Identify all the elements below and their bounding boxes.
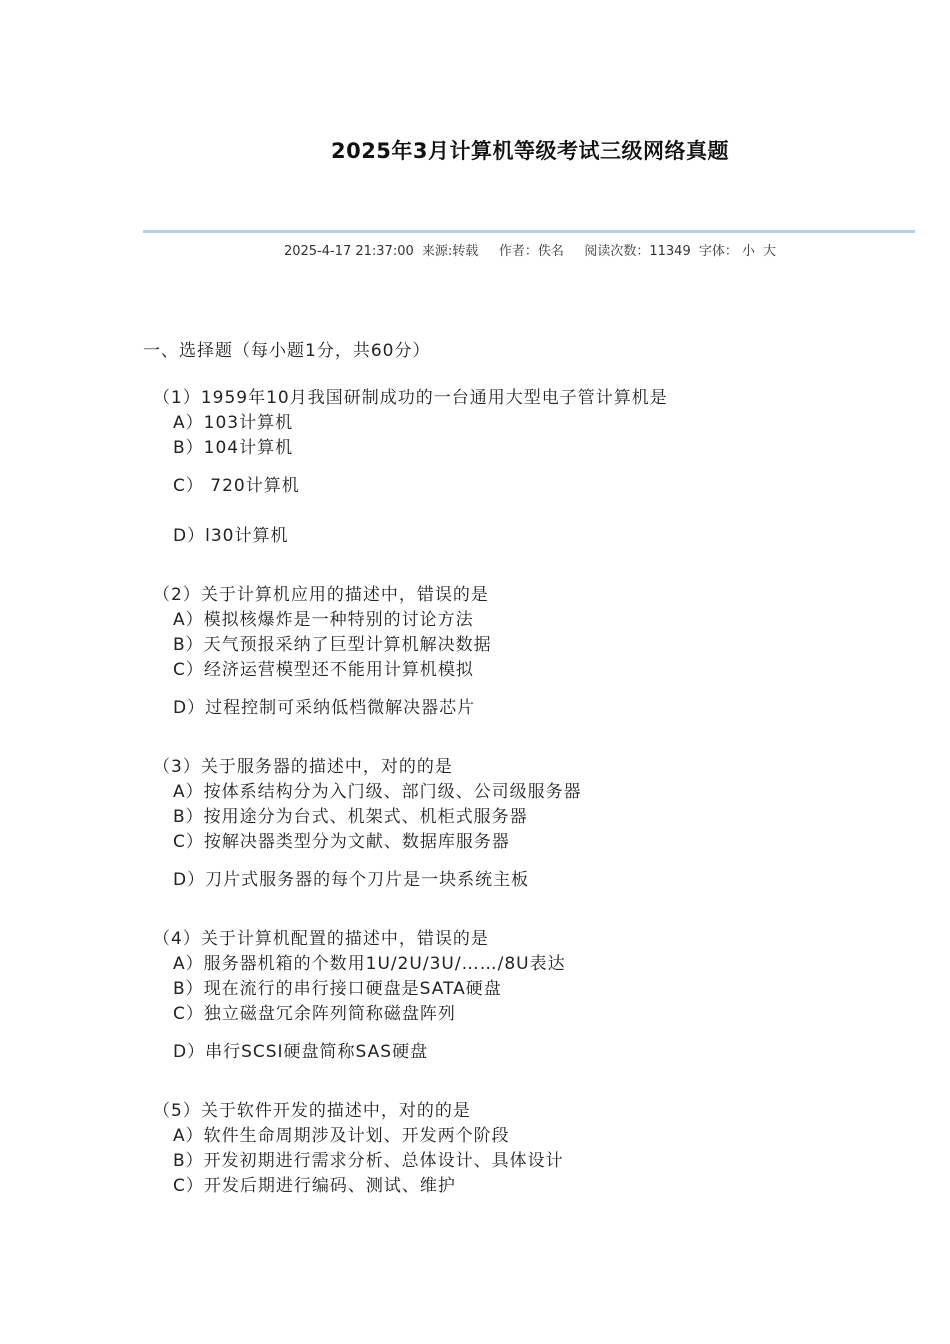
question-stem: （5）关于软件开发的描述中，对的的是 [153, 1101, 471, 1121]
question-option: C）经济运营模型还不能用计算机模拟 [173, 660, 474, 680]
font-large-link[interactable]: 大 [763, 244, 777, 259]
question-option: D）l30计算机 [173, 526, 289, 546]
article-meta [0, 240, 950, 259]
question-option: A）103计算机 [173, 413, 294, 433]
question-stem: （3）关于服务器的描述中，对的的是 [153, 757, 453, 777]
question-option: D）串行SCSI硬盘简称SAS硬盘 [173, 1042, 429, 1062]
question-option: D）刀片式服务器的每个刀片是一块系统主板 [173, 870, 530, 890]
font-small-link[interactable]: 小 [741, 244, 755, 259]
question-option: A）模拟核爆炸是一种特别的讨论方法 [173, 610, 474, 630]
question-option: A）按体系结构分为入门级、部门级、公司级服务器 [173, 782, 582, 802]
question-option: A）服务器机箱的个数用1U/2U/3U/……/8U表达 [173, 954, 566, 974]
question-option: B）104计算机 [173, 438, 294, 458]
page-title: 2025年3月计算机等级考试三级网络真题 [330, 139, 730, 163]
question-option: B）开发初期进行需求分析、总体设计、具体设计 [173, 1151, 564, 1171]
question-option: C） 720计算机 [173, 476, 300, 496]
question-option: D）过程控制可采纳低档微解决器芯片 [173, 698, 476, 718]
question-stem: （2）关于计算机应用的描述中，错误的是 [153, 585, 489, 605]
question-stem: （1）1959年10月我国研制成功的一台通用大型电子管计算机是 [153, 388, 668, 408]
publish-datetime: 2025-4-17 21:37:00 [283, 244, 414, 259]
font-size-label: 字体： [698, 244, 738, 259]
source-label: 来源:转载 [421, 244, 479, 259]
question-option: C）开发后期进行编码、测试、维护 [173, 1176, 456, 1196]
question-option: C）独立磁盘冗余阵列简称磁盘阵列 [173, 1004, 456, 1024]
question-stem: （4）关于计算机配置的描述中，错误的是 [153, 929, 489, 949]
author-label: 作者：佚名 [498, 244, 564, 259]
question-option: B）现在流行的串行接口硬盘是SATA硬盘 [173, 979, 502, 999]
question-option: B）按用途分为台式、机架式、机柜式服务器 [173, 807, 528, 827]
question-option: B）天气预报采纳了巨型计算机解决数据 [173, 635, 492, 655]
section-title: 一、选择题（每小题1分，共60分） [143, 341, 431, 361]
read-count: 阅读次数：11349 [584, 244, 691, 259]
question-option: A）软件生命周期涉及计划、开发两个阶段 [173, 1126, 510, 1146]
header-divider [143, 230, 915, 233]
question-option: C）按解决器类型分为文献、数据库服务器 [173, 832, 510, 852]
